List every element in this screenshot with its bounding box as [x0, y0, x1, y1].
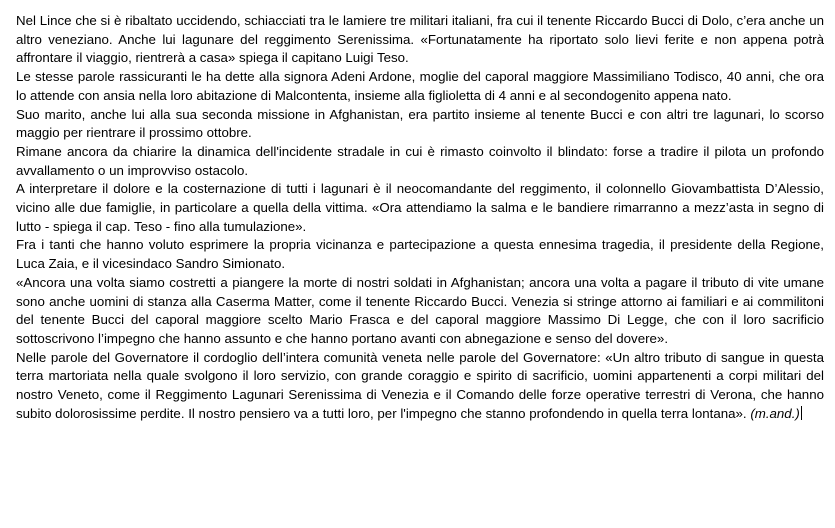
paragraph-6: Fra i tanti che hanno voluto esprimere la propria vicinanza e partecipazione a questa ennesima tragedia, il presidente della Regione, Luca Zaia, e il vicesindaco Sandro Simionato.: [16, 237, 824, 272]
paragraph-3: Suo marito, anche lui alla sua seconda missione in Afghanistan, era partito insieme al tenente Bucci e con altri tre lagunari, lo scorso maggio per rientrare il prossimo ottobre.: [16, 106, 824, 141]
document-body[interactable]: [16, 12, 824, 423]
paragraph-8: [16, 349, 824, 424]
paragraph-1: Nel Lince che si è ribaltato uccidendo, schiacciati tra le lamiere tre militari italiani, fra cui il tenente Riccardo Bucci di Dolo, c’era anche un altro veneziano. Anche lui lagunare del reggimento Serenissima. «Fortunatamente ha riportato solo lievi ferite e non appena potrà affrontare il viaggio, rientrerà a casa» spiega il capitano Luigi Teso.: [16, 13, 824, 66]
paragraph-4: Rimane ancora da chiarire la dinamica dell'incidente stradale in cui è rimasto coinvolto il blindato: forse a tradire il pilota un profondo avvallamento o un improvviso ostacolo.: [16, 143, 824, 178]
author-signature: (m.and.): [750, 405, 800, 421]
paragraph-2: Le stesse parole rassicuranti le ha dette alla signora Adeni Ardone, moglie del caporal maggiore Massimiliano Todisco, 40 anni, che ora lo attende con ansia nella loro abitazione di Malcontenta, insieme alla figlioletta di 4 anni e al secondogenito appena nato.: [16, 69, 824, 103]
paragraph-8-text: Nelle parole del Governatore il cordoglio dell’intera comunità veneta nelle parole del Governatore: «Un altro tributo di sangue in questa terra martoriata nella quale svolgono il loro servizio, con grande coraggio e spirito di sacrificio, uomini appartenenti a corpi militari del nostro Veneto, come il Reggimento Lagunari Serenissima di Venezia e il Comando delle forze operative terrestri di Verona, che hanno subito dolorosissime perdite. Il nostro pensiero va a tutti loro, per l'impegno che stanno profondendo in quella terra lontana».: [16, 349, 824, 421]
paragraph-5: A interpretare il dolore e la costernazione di tutti i lagunari è il neocomandante del reggimento, il colonnello Giovambattista D’Alessio, vicino alle due famiglie, in particolare a quella della vittima. «Ora attendiamo la salma e le bandiere rimarranno a mezz’asta in segno di lutto - spiega il cap. Teso - fino alla tumulazione».: [16, 181, 824, 234]
paragraph-7: «Ancora una volta siamo costretti a piangere la morte di nostri soldati in Afghanistan; ancora una volta a pagare il tributo di vite umane sono anche uomini di stanza alla Caserma Matter, come il tenente Riccardo Bucci. Venezia si stringe attorno ai familiari e ai commilitoni del tenente Bucci del caporal maggiore scelto Mario Frasca e del caporal maggiore Massimo Di Legge, che con il loro sacrificio sottoscrivono l’impegno che hanno assunto e che hanno portano avanti con abnegazione e senso del dovere».: [16, 274, 824, 346]
text-cursor: [801, 406, 802, 420]
